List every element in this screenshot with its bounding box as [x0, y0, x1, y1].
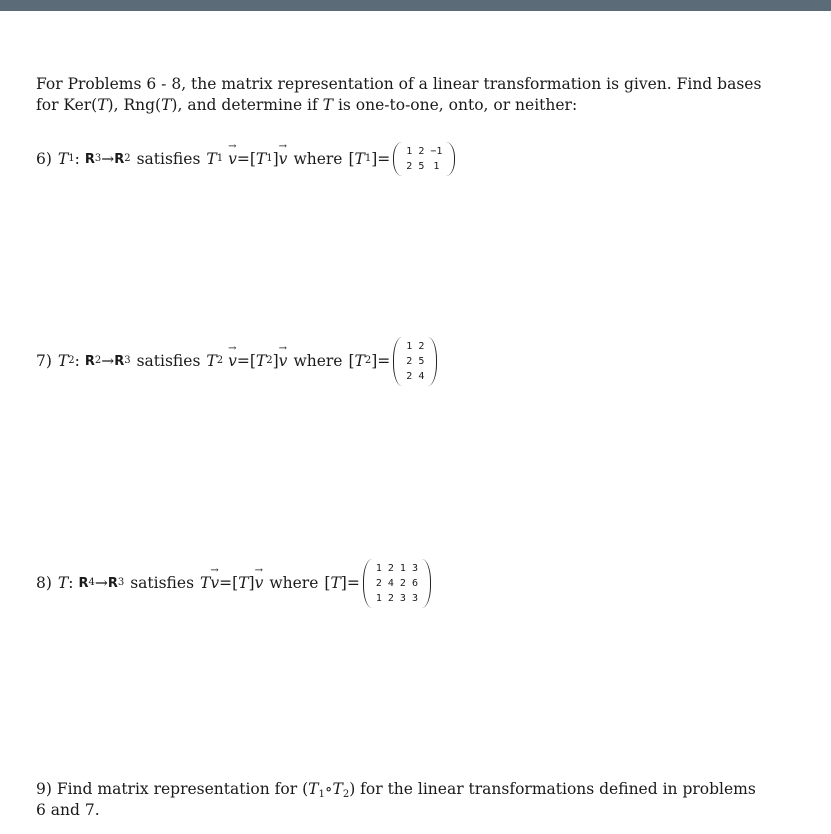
matrix-T2: 1 2 2 5 2 4: [393, 337, 437, 386]
matrix-T: 1 2 1 3 2 4 2 6 1 2 3 3: [363, 559, 431, 608]
problem-6: 6) T 1 : R 3 → R 2 satisfies T 1 → v = [ T 1 ] → v where [ T 1 ] = 1 2 −1 2 5 1: [36, 137, 455, 181]
problem-number: 6): [36, 150, 52, 168]
instructions-line-2: for Ker(T), Rng(T), and determine if T is one-to-one, onto, or neither:: [36, 96, 578, 114]
right-paren: [446, 142, 455, 176]
problem-number: 8): [36, 574, 52, 592]
problem-number: 7): [36, 352, 52, 370]
left-paren: [363, 559, 372, 608]
right-paren: [422, 559, 431, 608]
problem-9: [36, 779, 776, 821]
problem-9-line-2: 6 and 7.: [36, 801, 100, 819]
top-bar: [0, 0, 831, 11]
matrix-T1: 1 2 −1 2 5 1: [393, 142, 455, 176]
instructions-paragraph: [36, 74, 776, 116]
document-page: [0, 11, 831, 834]
instructions-line-1: For Problems 6 - 8, the matrix representation of a linear transformation is given. Find bases: [36, 75, 762, 93]
problem-9-line-1: 9) Find matrix representation for $(T_1\circ T_2)$ for the linear transformations defined in problems: [36, 780, 756, 800]
left-paren: [393, 337, 402, 386]
problem-8: 8) T : R 4 → R 3 satisfies T → v = [ T ] → v where [ T ] = 1 2 1 3 2 4 2 6 1 2 3 3: [36, 552, 431, 614]
right-paren: [428, 337, 437, 386]
problem-7: 7) T 2 : R 2 → R 3 satisfies T 2 → v = [ T 2 ] → v where [ T 2 ] = 1 2 2 5 2 4: [36, 330, 437, 392]
left-paren: [393, 142, 402, 176]
